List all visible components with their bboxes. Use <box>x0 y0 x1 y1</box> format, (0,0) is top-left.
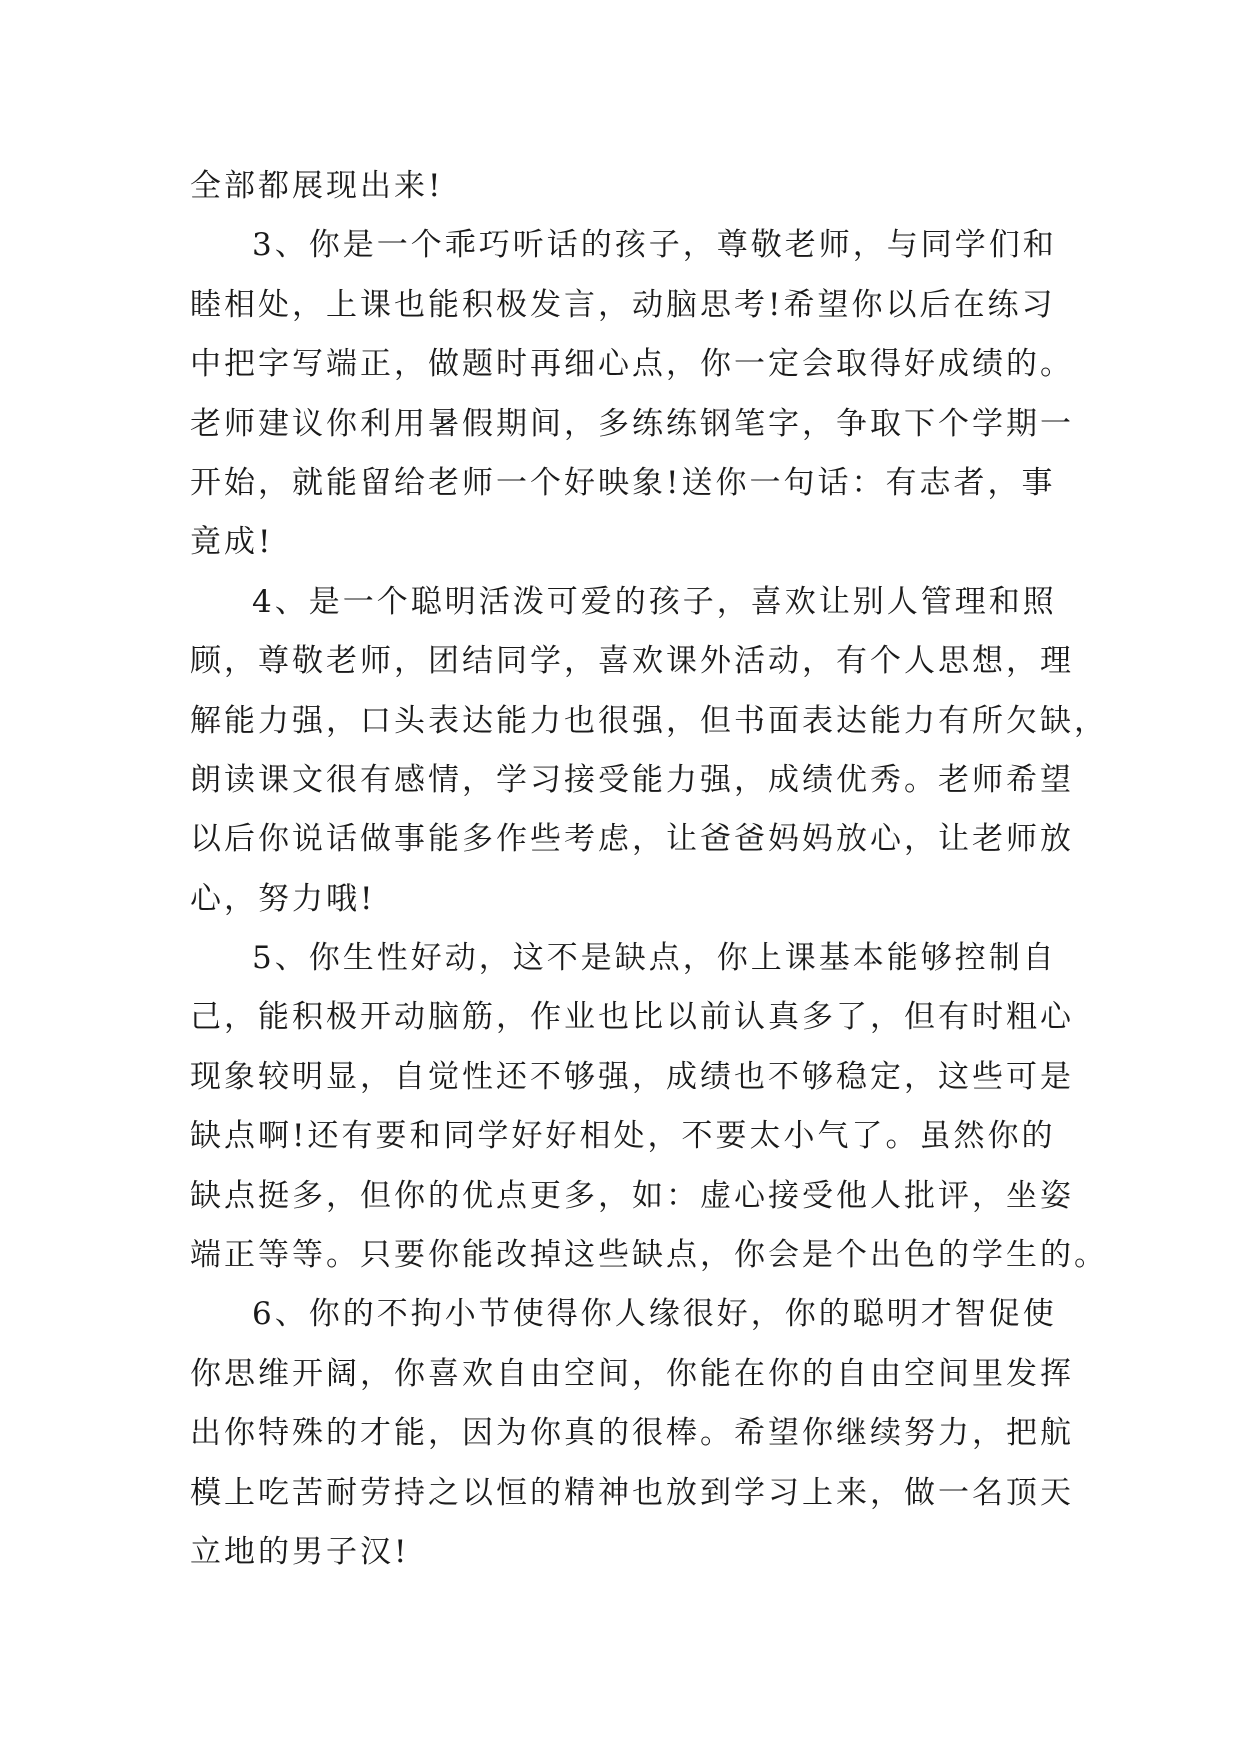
document-body <box>190 157 1108 1582</box>
text-line: 心，努力哦! <box>190 880 376 917</box>
text-line: 现象较明显，自觉性还不够强，成绩也不够稳定，这些可是 <box>190 1058 1074 1095</box>
text-line: 模上吃苦耐劳持之以恒的精神也放到学习上来，做一名顶天 <box>190 1474 1074 1511</box>
text-line: 缺点挺多，但你的优点更多，如：虚心接受他人批评，坐姿 <box>190 1177 1074 1214</box>
text-line: 睦相处，上课也能积极发言，动脑思考!希望你以后在练习 <box>190 286 1056 323</box>
text-line: 中把字写端正，做题时再细心点，你一定会取得好成绩的。 <box>190 346 1074 383</box>
text-line: 竟成! <box>190 524 274 561</box>
text-line: 出你特殊的才能，因为你真的很棒。希望你继续努力，把航 <box>190 1415 1074 1452</box>
paragraph-5-first-line: 5、你生性好动，这不是缺点，你上课基本能够控制自 <box>252 940 1057 977</box>
text-line: 你思维开阔，你喜欢自由空间，你能在你的自由空间里发挥 <box>190 1355 1074 1392</box>
text-line: 开始，就能留给老师一个好映象!送你一句话：有志者，事 <box>190 464 1056 501</box>
text-line: 以后你说话做事能多作些考虑，让爸爸妈妈放心，让老师放 <box>190 821 1074 858</box>
text-line: 朗读课文很有感情，学习接受能力强，成绩优秀。老师希望 <box>190 761 1074 798</box>
text-line: 缺点啊!还有要和同学好好相处，不要太小气了。虽然你的 <box>190 1118 1056 1155</box>
text-line: 老师建议你利用暑假期间，多练练钢笔字，争取下个学期一 <box>190 405 1074 442</box>
paragraph-6-first-line: 6、你的不拘小节使得你人缘很好，你的聪明才智促使 <box>252 1296 1057 1333</box>
text-line: 解能力强，口头表达能力也很强，但书面表达能力有所欠缺， <box>190 702 1108 739</box>
text-line: 立地的男子汉! <box>190 1533 410 1570</box>
text-line: 全部都展现出来! <box>190 168 444 204</box>
text-line: 己，能积极开动脑筋，作业也比以前认真多了，但有时粗心 <box>190 999 1074 1036</box>
paragraph-4-first-line: 4、是一个聪明活泼可爱的孩子，喜欢让别人管理和照 <box>252 583 1057 620</box>
text-line: 端正等等。只要你能改掉这些缺点，你会是个出色的学生的。 <box>190 1237 1108 1274</box>
text-line: 顾，尊敬老师，团结同学，喜欢课外活动，有个人思想，理 <box>190 643 1074 680</box>
paragraph-3-first-line: 3、你是一个乖巧听话的孩子，尊敬老师，与同学们和 <box>252 227 1057 264</box>
